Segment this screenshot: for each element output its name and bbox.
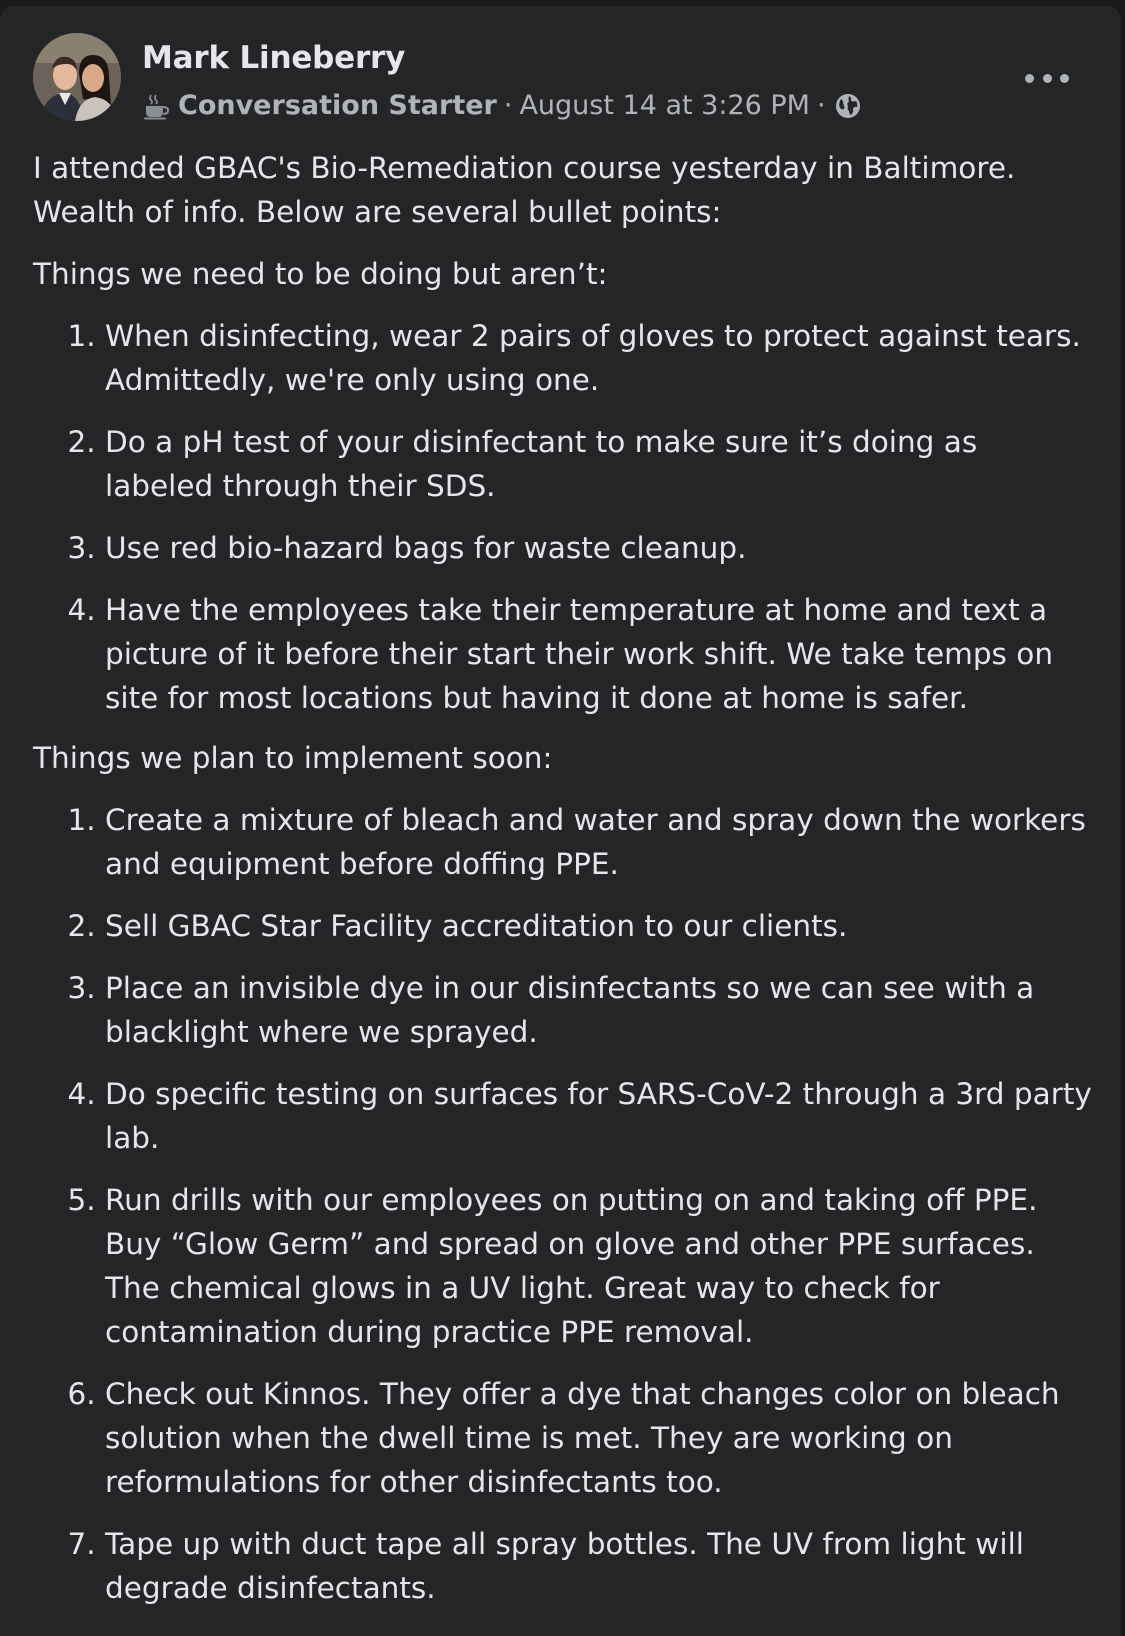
post-body — [33, 146, 1093, 1626]
list-item: 3. Place an invisible dye in our disinfectants so we can see with a blacklight where we sprayed. — [105, 966, 1093, 1054]
list-item: 1. Create a mixture of bleach and water and spray down the workers and equipment before doffing PPE. — [105, 798, 1093, 886]
author-name[interactable]: Mark Lineberry — [142, 40, 406, 76]
list-item: 2. Sell GBAC Star Facility accreditation to our clients. — [105, 904, 1093, 948]
list-item: 4. Do specific testing on surfaces for SARS-CoV-2 through a 3rd party lab. — [105, 1072, 1093, 1160]
author-avatar[interactable] — [33, 33, 121, 121]
current-gaps-list — [33, 314, 1093, 720]
section-heading-current: Things we need to be doing but aren’t: — [33, 257, 608, 291]
list-item: 7. Tape up with duct tape all spray bottles. The UV from light will degrade disinfectants. — [105, 1522, 1093, 1610]
list-item: 4. Have the employees take their temperature at home and text a picture of it before their start their work shift. We take temps on site for most locations but having it done at home is safer. — [105, 588, 1093, 720]
post-meta — [142, 90, 861, 121]
list-item: 6. Check out Kinnos. They offer a dye that changes color on bleach solution when the dwell time is met. They are working on reformulations for other disinfectants too. — [105, 1372, 1093, 1504]
dot — [1025, 74, 1034, 83]
post-card — [0, 6, 1121, 1636]
list-item: 3. Use red bio-hazard bags for waste cleanup. — [105, 526, 1093, 570]
dot — [1060, 74, 1069, 83]
avatar-image — [33, 33, 121, 121]
badge-label[interactable]: Conversation Starter — [178, 90, 497, 121]
post-intro: I attended GBAC's Bio-Remediation course yesterday in Baltimore. Wealth of info. Below are several bullet points: — [33, 151, 1016, 229]
dot — [1043, 74, 1052, 83]
post-timestamp[interactable]: August 14 at 3:26 PM — [519, 90, 810, 121]
list-item: 2. Do a pH test of your disinfectant to make sure it’s doing as labeled through their SDS. — [105, 420, 1093, 508]
more-options-icon[interactable] — [1025, 64, 1069, 92]
post-header — [0, 6, 1121, 138]
section-heading-planned: Things we plan to implement soon: — [33, 741, 553, 775]
list-item: 1. When disinfecting, wear 2 pairs of gloves to protect against tears. Admittedly, we're only using one. — [105, 314, 1093, 402]
meta-separator: · — [503, 90, 513, 121]
list-item: 5. Run drills with our employees on putting on and taking off PPE. Buy “Glow Germ” and spread on glove and other PPE surfaces. The chemical glows in a UV light. Great way to check for contamination during practice PPE removal. — [105, 1178, 1093, 1354]
meta-separator: · — [816, 90, 826, 121]
coffee-cup-icon — [142, 92, 170, 120]
globe-icon[interactable] — [835, 93, 861, 119]
planned-list — [33, 798, 1093, 1610]
